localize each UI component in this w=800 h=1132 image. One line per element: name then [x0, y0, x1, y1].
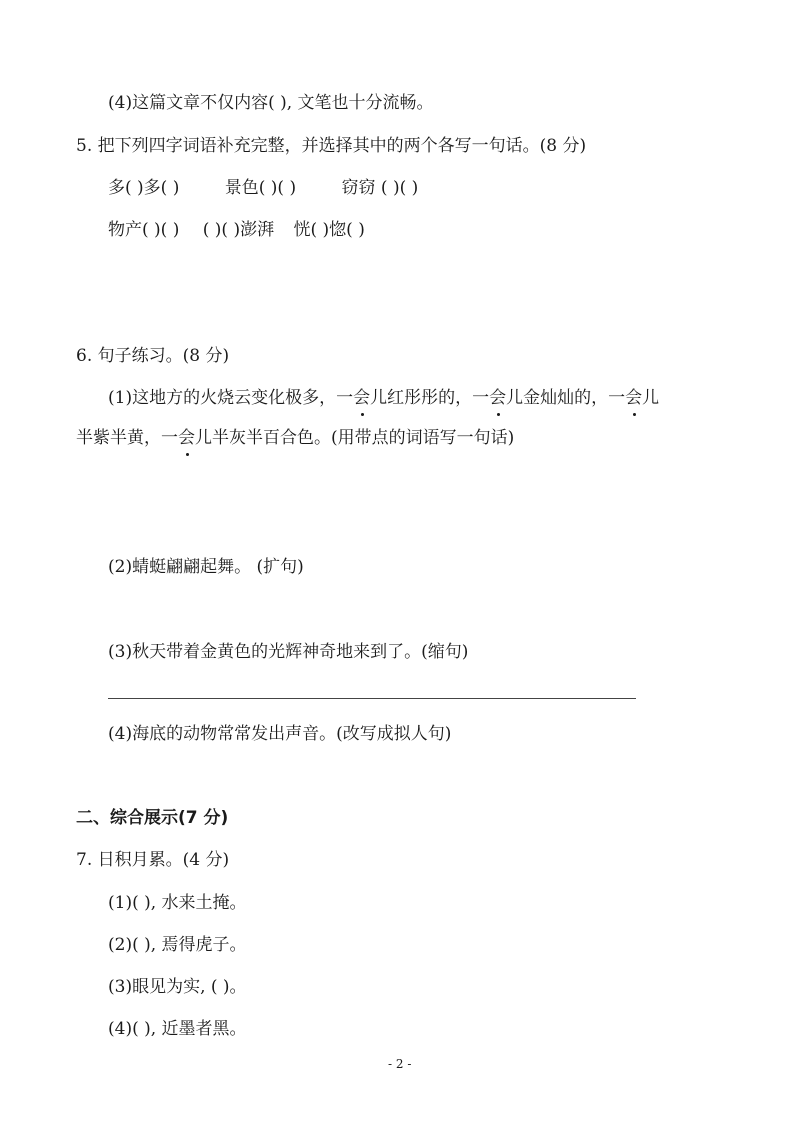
question-6-sentence-2: (2)蜻蜓翩翩起舞。 (扩句) [108, 557, 304, 577]
idiom-blank-3: 窃窃 ( )( ) [341, 178, 419, 198]
idiom-blank-2: 景色( )( ) [224, 178, 297, 198]
question-5-row-1 [108, 176, 440, 200]
dotted-word: 一会儿 [336, 388, 388, 408]
question-5-row-2 [108, 218, 387, 242]
dotted-word: 一会儿 [472, 388, 524, 408]
sentence-text: 半灰半百合色。(用带点的词语写一句话) [212, 428, 515, 448]
dotted-word: 一会儿 [161, 428, 212, 448]
dotted-word: 一会儿 [608, 388, 660, 408]
question-6-sentence-3: (3)秋天带着金黄色的光辉神奇地来到了。(缩句) [108, 642, 469, 662]
idiom-blank-6: 恍( )惚( ) [293, 220, 365, 240]
sentence-text: (1)这地方的火烧云变化极多， [108, 388, 337, 408]
answer-line [108, 698, 636, 699]
question-7-item-2: (2)( ), 焉得虎子。 [108, 935, 247, 955]
question-4-4: (4)这篇文章不仅内容( ), 文笔也十分流畅。 [108, 93, 434, 113]
question-6-title: 6. 句子练习。(8 分) [76, 346, 230, 366]
sentence-text: 金灿灿的， [523, 388, 609, 408]
question-7-title: 7. 日积月累。(4 分) [76, 850, 230, 870]
sentence-text: 半紫半黄， [76, 428, 161, 448]
sentence-text: 红彤彤的， [387, 388, 473, 408]
page-number: - 2 - [388, 1057, 412, 1071]
question-5-title: 5. 把下列四字词语补充完整，并选择其中的两个各写一句话。(8 分) [76, 136, 587, 156]
question-6-sentence-1-line-1 [108, 386, 659, 410]
idiom-blank-4: 物产( )( ) [108, 220, 180, 240]
question-6-sentence-1-line-2 [76, 426, 514, 450]
question-6-sentence-4: (4)海底的动物常常发出声音。(改写成拟人句) [108, 724, 452, 744]
idiom-blank-5: ( )( )澎湃 [202, 220, 275, 240]
question-7-item-1: (1)( ), 水来土掩。 [108, 893, 247, 913]
question-7-item-4: (4)( ), 近墨者黑。 [108, 1019, 247, 1039]
section-2-title: 二、综合展示(7 分) [76, 808, 229, 828]
question-7-item-3: (3)眼见为实, ( )。 [108, 977, 247, 997]
idiom-blank-1: 多( )多( ) [108, 178, 180, 198]
